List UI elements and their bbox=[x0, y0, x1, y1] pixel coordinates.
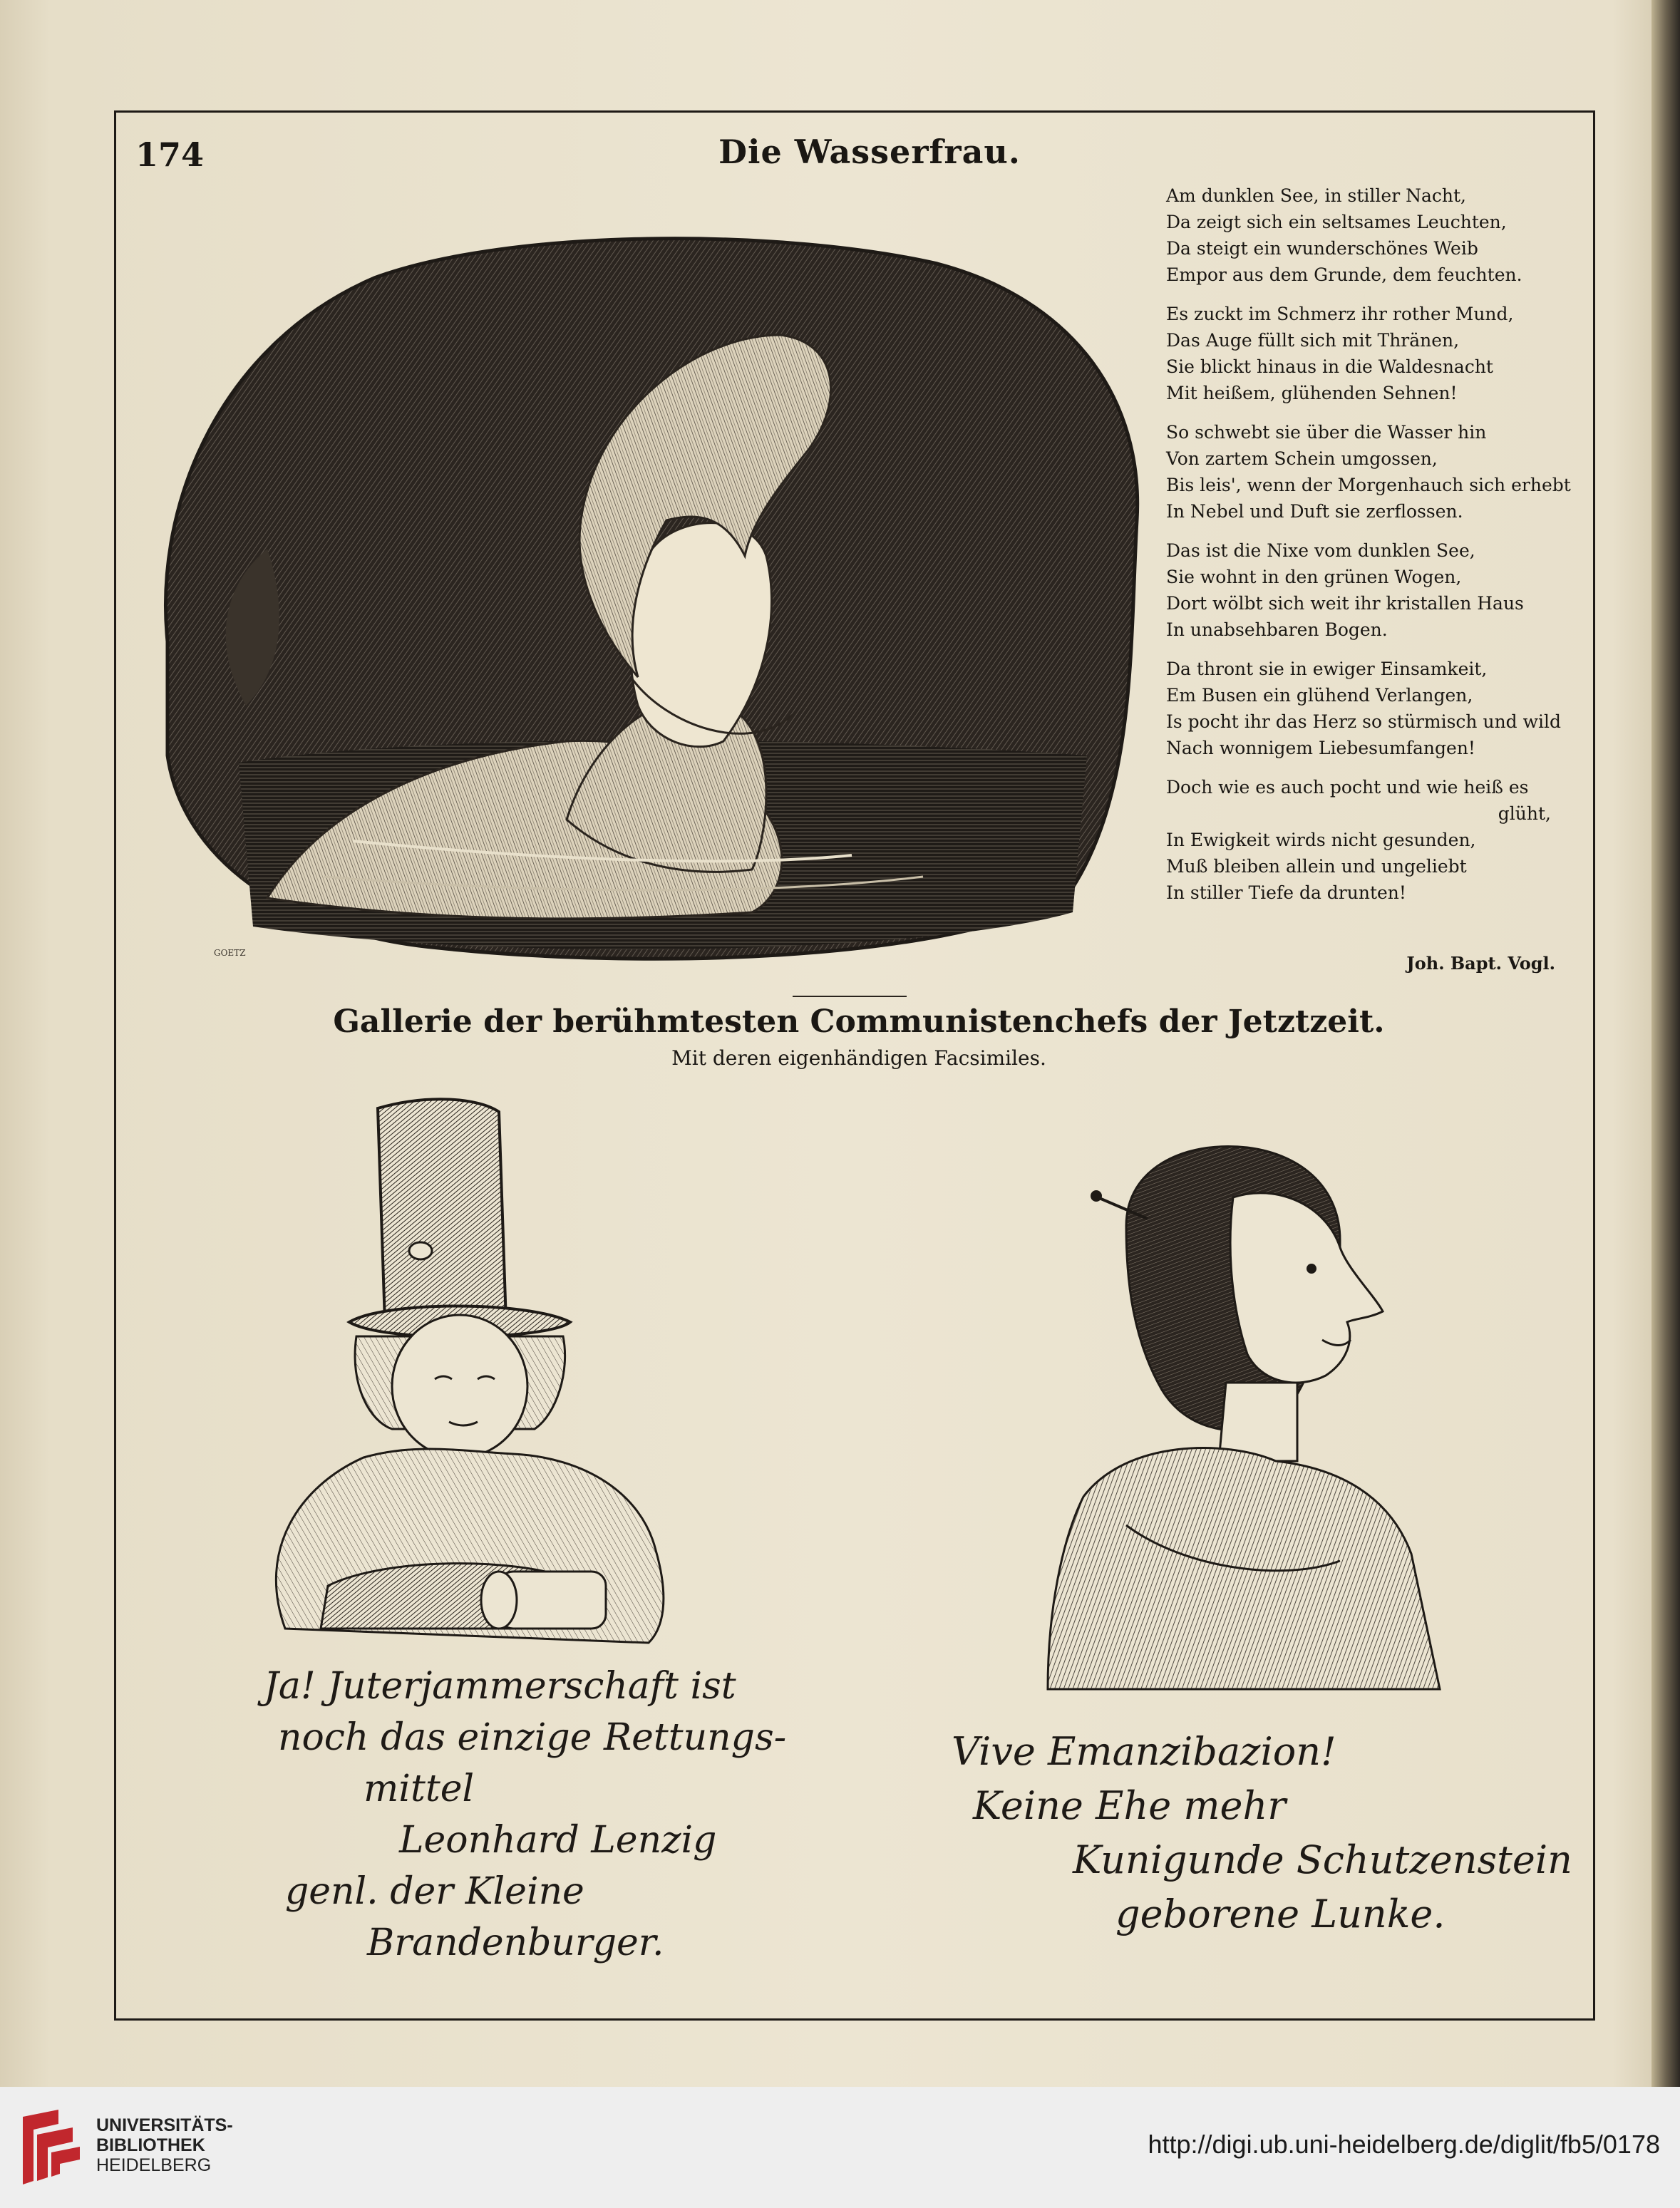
poem-line: Nach wonnigem Liebesumfangen! bbox=[1166, 738, 1475, 758]
permalink-url[interactable]: http://digi.ub.uni-heidelberg.de/diglit/fb5/0178 bbox=[1148, 2130, 1660, 2159]
poem-line: In stiller Tiefe da drunten! bbox=[1166, 882, 1406, 903]
facsimile-line: Brandenburger. bbox=[367, 1921, 664, 1964]
facsimile-line: Kunigunde Schutzenstein bbox=[1073, 1837, 1572, 1882]
poem-line: Das Auge füllt sich mit Thränen, bbox=[1166, 330, 1460, 351]
poem-stanza bbox=[1166, 774, 1579, 906]
library-name bbox=[96, 2115, 233, 2175]
facsimile-line: geborene Lunke. bbox=[1115, 1892, 1445, 1936]
poem-line: So schwebt sie über die Wasser hin bbox=[1166, 422, 1487, 443]
poem-title: Die Wasserfrau. bbox=[718, 133, 1021, 171]
poem-line: Sie blickt hinaus in die Waldesnacht bbox=[1166, 356, 1493, 377]
facsimile-line: noch das einzige Rettungs- bbox=[278, 1716, 787, 1759]
facsimile-right-handwriting bbox=[952, 1725, 1572, 1941]
facsimile-left-handwriting bbox=[264, 1661, 786, 1969]
section-divider bbox=[793, 996, 907, 997]
poem-line: Am dunklen See, in stiller Nacht, bbox=[1166, 185, 1466, 206]
poem-line: Dort wölbt sich weit ihr kristallen Haus bbox=[1166, 593, 1524, 614]
engraver-signature: GOETZ bbox=[214, 948, 246, 958]
poem-line: Da zeigt sich ein seltsames Leuchten, bbox=[1166, 212, 1507, 232]
poem-line: In unabsehbaren Bogen. bbox=[1166, 619, 1388, 640]
poem-line: Da thront sie in ewiger Einsamkeit, bbox=[1166, 659, 1488, 679]
footer-bar bbox=[0, 2087, 1680, 2208]
poem-stanza bbox=[1166, 301, 1579, 406]
poem-line: glüht, bbox=[1498, 803, 1551, 824]
poem-line: Muß bleiben allein und ungeliebt bbox=[1166, 856, 1467, 877]
engraving-water-woman bbox=[139, 214, 1151, 969]
poem-text bbox=[1166, 182, 1579, 919]
poem-line: Sie wohnt in den grünen Wogen, bbox=[1166, 567, 1462, 587]
poem-stanza bbox=[1166, 537, 1579, 643]
library-name-line: HEIDELBERG bbox=[96, 2155, 212, 2175]
facsimile-line: genl. der Kleine bbox=[285, 1870, 584, 1913]
gallery-subtitle: Mit deren eigenhändigen Facsimiles. bbox=[671, 1046, 1046, 1070]
poem-line: Von zartem Schein umgossen, bbox=[1166, 448, 1438, 469]
facsimile-line: Keine Ehe mehr bbox=[973, 1783, 1287, 1828]
poem-line: Empor aus dem Grunde, dem feuchten. bbox=[1166, 264, 1522, 285]
gallery-title: Gallerie der berühmtesten Communistenchefs der Jetztzeit. bbox=[333, 1004, 1385, 1040]
poem-line: Em Busen ein glühend Verlangen, bbox=[1166, 685, 1473, 706]
poem-stanza bbox=[1166, 182, 1579, 288]
library-name-line: UNIVERSITÄTS- bbox=[96, 2115, 233, 2135]
poem-line: Doch wie es auch pocht und wie heiß es bbox=[1166, 777, 1529, 798]
poem-line: Bis leis', wenn der Morgenhauch sich erhebt bbox=[1166, 475, 1571, 495]
library-name-line: BIBLIOTHEK bbox=[96, 2135, 205, 2155]
facsimile-line: Vive Emanzibazion! bbox=[952, 1729, 1336, 1774]
poem-line: Es zuckt im Schmerz ihr rother Mund, bbox=[1166, 304, 1514, 324]
book-spine-shadow bbox=[1651, 0, 1680, 2087]
facsimile-line: mittel bbox=[364, 1768, 475, 1810]
poem-line: Da steigt ein wunderschönes Weib bbox=[1166, 238, 1478, 259]
poem-line: Das ist die Nixe vom dunklen See, bbox=[1166, 540, 1475, 561]
facsimile-line: Ja! Juterjammerschaft ist bbox=[264, 1665, 736, 1708]
page-number: 174 bbox=[135, 135, 205, 174]
portrait-woman-profile bbox=[1041, 1126, 1468, 1696]
portrait-man-top-hat bbox=[242, 1087, 699, 1650]
poem-line: In Nebel und Duft sie zerflossen. bbox=[1166, 501, 1463, 522]
poem-line: Is pocht ihr das Herz so stürmisch und wild bbox=[1166, 711, 1562, 732]
poem-stanza bbox=[1166, 656, 1579, 761]
poem-line: Mit heißem, glühenden Sehnen! bbox=[1166, 383, 1458, 403]
poem-line: In Ewigkeit wirds nicht gesunden, bbox=[1166, 830, 1476, 850]
poem-author: Joh. Bapt. Vogl. bbox=[1406, 953, 1555, 974]
facsimile-line: Leonhard Lenzig bbox=[399, 1819, 717, 1862]
poem-stanza bbox=[1166, 419, 1579, 525]
ub-heidelberg-logo-icon[interactable] bbox=[16, 2103, 84, 2189]
